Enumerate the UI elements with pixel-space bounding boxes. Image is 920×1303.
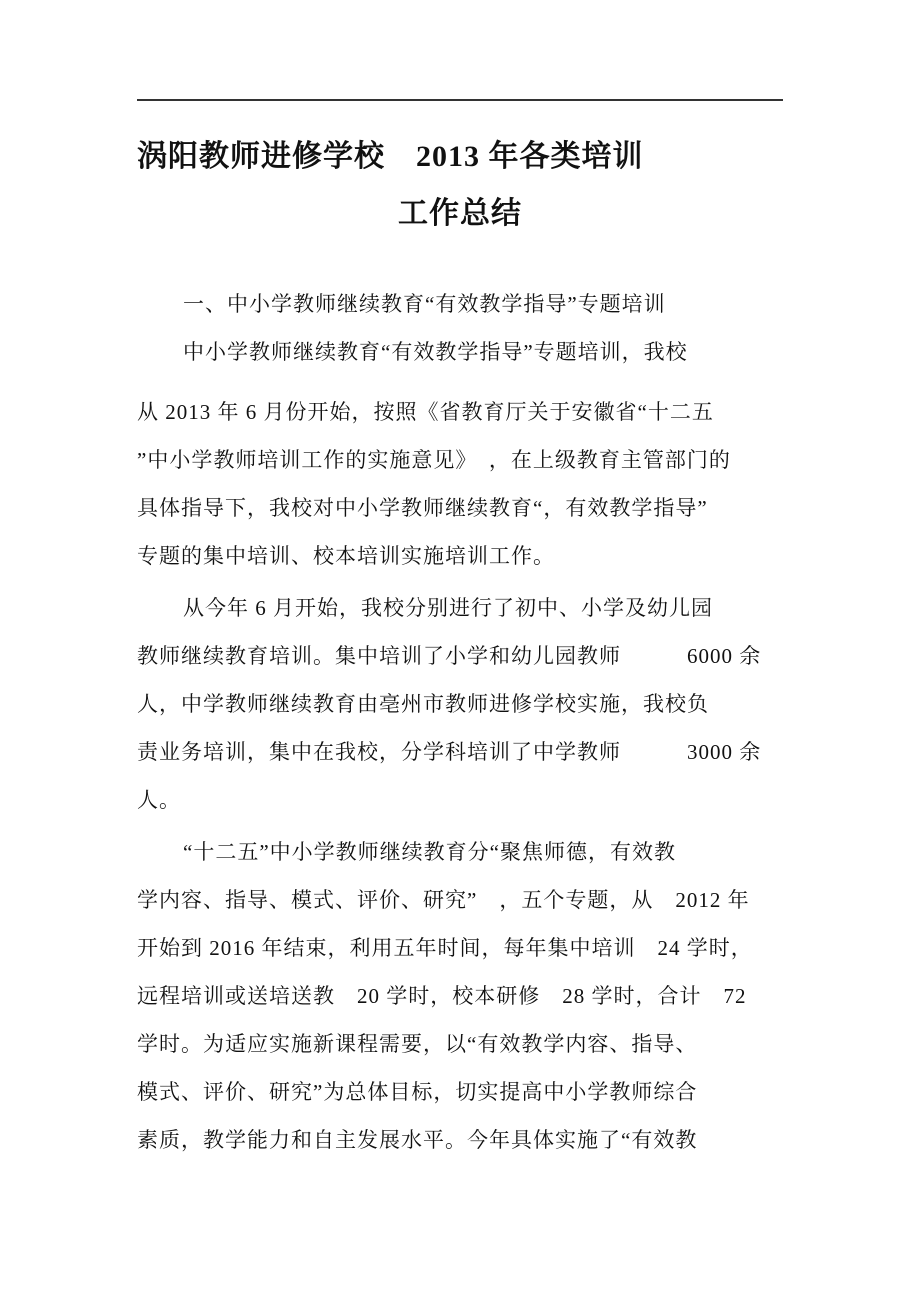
text-line: 中小学教师继续教育“有效教学指导”专题培训，我校	[183, 340, 688, 364]
text-line: 远程培训或送培送教 20 学时，校本研修 28 学时，合计 72	[137, 984, 747, 1008]
text-line: 模式、评价、研究”为总体目标，切实提高中小学教师综合	[137, 1080, 698, 1104]
text-line: ”中小学教师培训工作的实施意见》 ，在上级教育主管部门的	[137, 448, 731, 472]
text-line: 教师继续教育培训。集中培训了小学和幼儿园教师 6000 余	[137, 644, 762, 668]
title-line-1: 涡阳教师进修学校 2013 年各类培训	[137, 140, 644, 173]
text-line: 专题的集中培训、校本培训实施培训工作。	[137, 544, 555, 568]
header-rule	[137, 99, 783, 101]
title-line-2: 工作总结	[398, 197, 522, 230]
text-line: 人。	[137, 788, 181, 812]
text-line: 责业务培训，集中在我校，分学科培训了中学教师 3000 余	[137, 740, 762, 764]
text-line: 从 2013 年 6 月份开始，按照《省教育厅关于安徽省“十二五	[137, 400, 714, 424]
text-line: 开始到 2016 年结束，利用五年时间，每年集中培训 24 学时，	[137, 936, 753, 960]
document-title	[137, 128, 783, 242]
document-body	[137, 280, 797, 1164]
text-line: 一、中小学教师继续教育“有效教学指导”专题培训	[183, 292, 666, 316]
text-line: 从今年 6 月开始，我校分别进行了初中、小学及幼儿园	[183, 596, 713, 620]
text-line: “十二五”中小学教师继续教育分“聚焦师德，有效教	[183, 840, 676, 864]
text-line: 素质，教学能力和自主发展水平。今年具体实施了“有效教	[137, 1128, 698, 1152]
text-line: 学内容、指导、模式、评价、研究” ，五个专题，从 2012 年	[137, 888, 750, 912]
text-line: 学时。为适应实施新课程需要，以“有效教学内容、指导、	[137, 1032, 698, 1056]
text-line: 人，中学教师继续教育由亳州市教师进修学校实施，我校负	[137, 692, 709, 716]
text-line: 具体指导下，我校对中小学教师继续教育“，有效教学指导”	[137, 496, 708, 520]
